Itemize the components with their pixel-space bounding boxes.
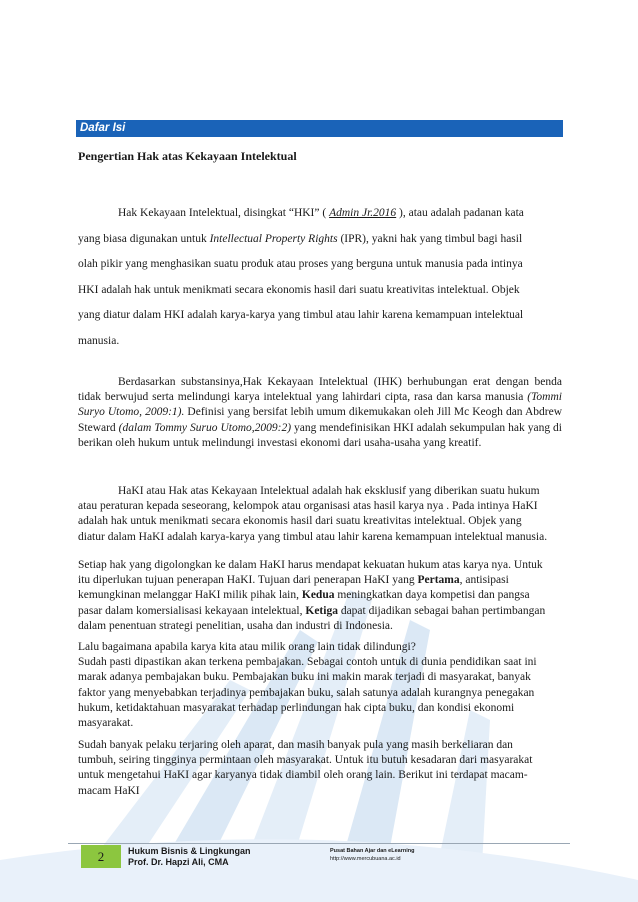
author-name: Prof. Dr. Hapzi Ali, CMA bbox=[128, 857, 229, 867]
bold-text: Pertama bbox=[417, 574, 460, 587]
paragraph-5-line: Sudah pasti dipastikan akan terkena pembajakan. Sebagai contoh untuk di dunia pendidikan saat ini bbox=[78, 656, 537, 669]
paragraph-6-line: tumbuh, seiring tingginya permintaan oleh masyarakat. Untuk itu butuh kesadaran dari masyarakat bbox=[78, 754, 533, 767]
citation-text: (dalam Tommy Suruo Utomo,2009:2) bbox=[118, 421, 292, 434]
paragraph-5-line: hukum, ketidaktahuan masyarakat terhadap perlindungan hak cipta buku, dan kondisi ekonomi bbox=[78, 701, 515, 714]
text-run: meningkatkan daya kompetisi dan pangsa bbox=[334, 589, 530, 602]
institution-name: Pusat Bahan Ajar dan eLearning bbox=[330, 848, 415, 854]
text-run: kemungkinan melanggar HaKI milik pihak lain, bbox=[78, 589, 302, 602]
paragraph-3 bbox=[78, 484, 564, 545]
text-run: dapat dijadikan sebagai bahan pertimbangan bbox=[337, 604, 546, 617]
institution-url[interactable]: http://www.mercubuana.ac.id bbox=[330, 856, 401, 862]
bold-text: Ketiga bbox=[305, 604, 338, 617]
paragraph-5-line: faktor yang menyebabkan terjadinya pembajakan buku, salah satunya adalah kurangnya penegakan bbox=[78, 686, 535, 699]
paragraph-6-line: untuk mengetahui HaKI agar karyanya tidak diambil oleh orang lain. Berikut ini terdapat macam- bbox=[78, 769, 528, 782]
paragraph-6-line: macam HaKI bbox=[78, 784, 140, 797]
paragraph-1-line: HKI adalah hak untuk menikmati secara ekonomis hasil dari suatu kreativitas intelektual. Objek bbox=[78, 283, 520, 296]
paragraph-4-line: dalam penentuan strategi penelitian, usaha dan industri di Indonesia. bbox=[78, 619, 393, 632]
text-run: Hak Kekayaan Intelektual, disingkat “HKI” ( bbox=[118, 207, 330, 219]
table-of-contents-header: Dafar Isi bbox=[76, 120, 563, 137]
text-run: pasar dalam komersialisasi kekayaan intelektual, bbox=[78, 604, 306, 617]
paragraph-3-line: adalah hak untuk menikmati secara ekonomis hasil dari suatu kreativitas intelektual. Objek yang bbox=[78, 515, 522, 528]
paragraph-1-line: yang diatur dalam HKI adalah karya-karya yang timbul atau lahir karena kemampuan intelektual bbox=[78, 309, 524, 322]
paragraph-1-line bbox=[78, 231, 564, 257]
paragraph-4-line bbox=[78, 573, 564, 588]
paragraph-4 bbox=[78, 558, 564, 634]
citation-link[interactable]: Admin Jr.2016 bbox=[329, 207, 397, 219]
paragraph-4-line: Setiap hak yang digolongkan ke dalam HaKI harus mendapat kekuatan hukum atas karya nya. Untuk bbox=[78, 559, 543, 571]
text-run: yang mendefinisikan HKI adalah sekumpulan hak yang di berikan oleh hukum untuk melindungi investasi ekonomi dari usaha-usaha yang kreatif. bbox=[78, 421, 563, 449]
paragraph-4-line bbox=[78, 588, 564, 603]
course-title: Hukum Bisnis & Lingkungan bbox=[128, 846, 251, 856]
text-run: itu diperlukan tujuan penerapan HaKI. Tujuan dari penerapan HaKI yang bbox=[78, 574, 418, 587]
paragraph-5-line: marak adanya pembajakan buku. Pembajakan buku ini makin marak terjadi di masyarakat, banyak bbox=[78, 671, 531, 684]
text-run: ), atau adalah padanan kata bbox=[396, 207, 524, 219]
paragraph-5-line: Lalu bagaimana apabila karya kita atau milik orang lain tidak dilindungi? bbox=[78, 641, 416, 653]
text-run: , antisipasi bbox=[459, 574, 509, 587]
citation-text: (Tommi Suryo Utomo, 2009:1). bbox=[78, 391, 562, 419]
paragraph-3-line: diatur dalam HaKI adalah karya-karya yang timbul atau lahir karena kemampuan intelektual manusia. bbox=[78, 530, 548, 543]
paragraph-1-line bbox=[78, 205, 564, 231]
text-run: Berdasarkan substansinya,Hak Kekayaan Intelektual (IHK) berhubungan erat dengan benda tidak berwujud serta melindungi karya intelektual yang lahirdari cipta, rasa dan karsa manusia bbox=[78, 376, 562, 404]
emphasis-text: Intellectual Property Rights bbox=[209, 232, 338, 245]
text-run: Definisi yang bersifat lebih umum dikemukakan oleh Jill Mc Keogh dan Abdrew Steward bbox=[78, 406, 562, 434]
paragraph-3-line: HaKI atau Hak atas Kekayaan Intelektual adalah hak eksklusif yang diberikan suatu hukum bbox=[118, 485, 540, 497]
paragraph-4-line bbox=[78, 604, 564, 619]
paragraph-5-line: masyarakat. bbox=[78, 717, 134, 730]
text-run: (IPR), yakni hak yang timbul bagi hasil bbox=[337, 232, 523, 245]
paragraph-3-line: atau peraturan kepada seseorang, kelompok atau organisasi atas hasil karya nya . Pada intinya HaKI bbox=[78, 500, 538, 513]
paragraph-1-line: olah pikir yang menghasikan suatu produk atau proses yang berguna untuk manusia pada intinya bbox=[78, 258, 523, 271]
paragraph-1 bbox=[78, 205, 564, 359]
footer-divider bbox=[68, 843, 570, 844]
paragraph-6 bbox=[78, 738, 564, 799]
section-title: Pengertian Hak atas Kekayaan Intelektual bbox=[78, 149, 297, 163]
paragraph-5 bbox=[78, 640, 564, 731]
bold-text: Kedua bbox=[301, 589, 335, 602]
footer-course-info bbox=[128, 846, 251, 868]
paragraph-2 bbox=[78, 375, 562, 451]
text-run: yang biasa digunakan untuk bbox=[78, 232, 210, 245]
page-number: 2 bbox=[81, 845, 121, 868]
paragraph-6-line: Sudah banyak pelaku terjaring oleh aparat, dan masih banyak pula yang masih berkeliaran dan bbox=[78, 739, 513, 751]
paragraph-1-line: manusia. bbox=[78, 334, 120, 347]
footer-institution-info bbox=[330, 847, 414, 863]
